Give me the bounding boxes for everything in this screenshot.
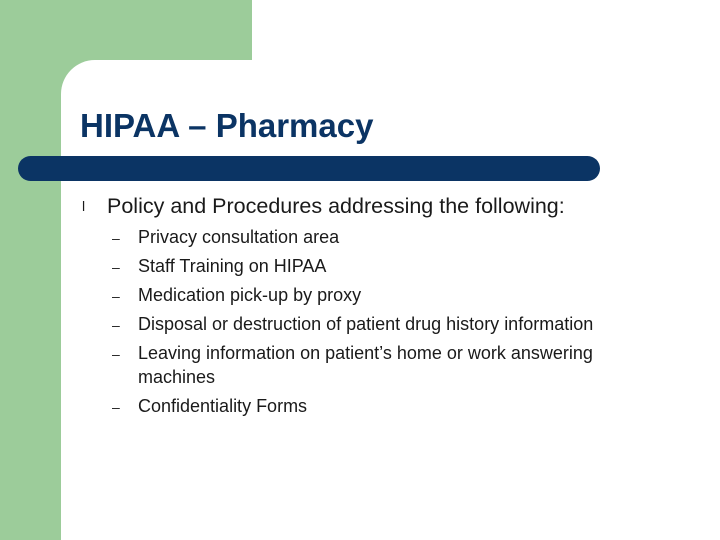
dash-marker: – [112,288,120,304]
sub-bullet-list [112,225,672,423]
sub-bullet-text: Medication pick-up by proxy [138,285,362,305]
main-bullet-text: Policy and Procedures addressing the following: [107,194,565,218]
dash-marker: – [112,399,120,415]
sub-bullet-text: Leaving information on patient’s home or work answering machines [138,343,593,387]
sub-bullet-item [112,254,672,278]
sub-bullet-text: Confidentiality Forms [138,396,308,416]
dash-marker: – [112,346,120,362]
sub-bullet-item [112,394,672,418]
sub-bullet-text: Staff Training on HIPAA [138,256,327,276]
dash-marker: – [112,317,120,333]
green-left-strip [0,0,61,540]
sub-bullet-text: Disposal or destruction of patient drug history information [138,314,594,334]
dash-marker: – [112,259,120,275]
sub-bullet-item [112,341,672,389]
slide-title: HIPAA – Pharmacy [80,107,374,144]
bullet-marker: l [82,198,86,214]
sub-bullet-text: Privacy consultation area [138,227,340,247]
sub-bullet-item [112,225,672,249]
sub-bullet-item [112,312,672,336]
dash-marker: – [112,230,120,246]
sub-bullet-item [112,283,672,307]
title-underline-bar [18,156,600,181]
